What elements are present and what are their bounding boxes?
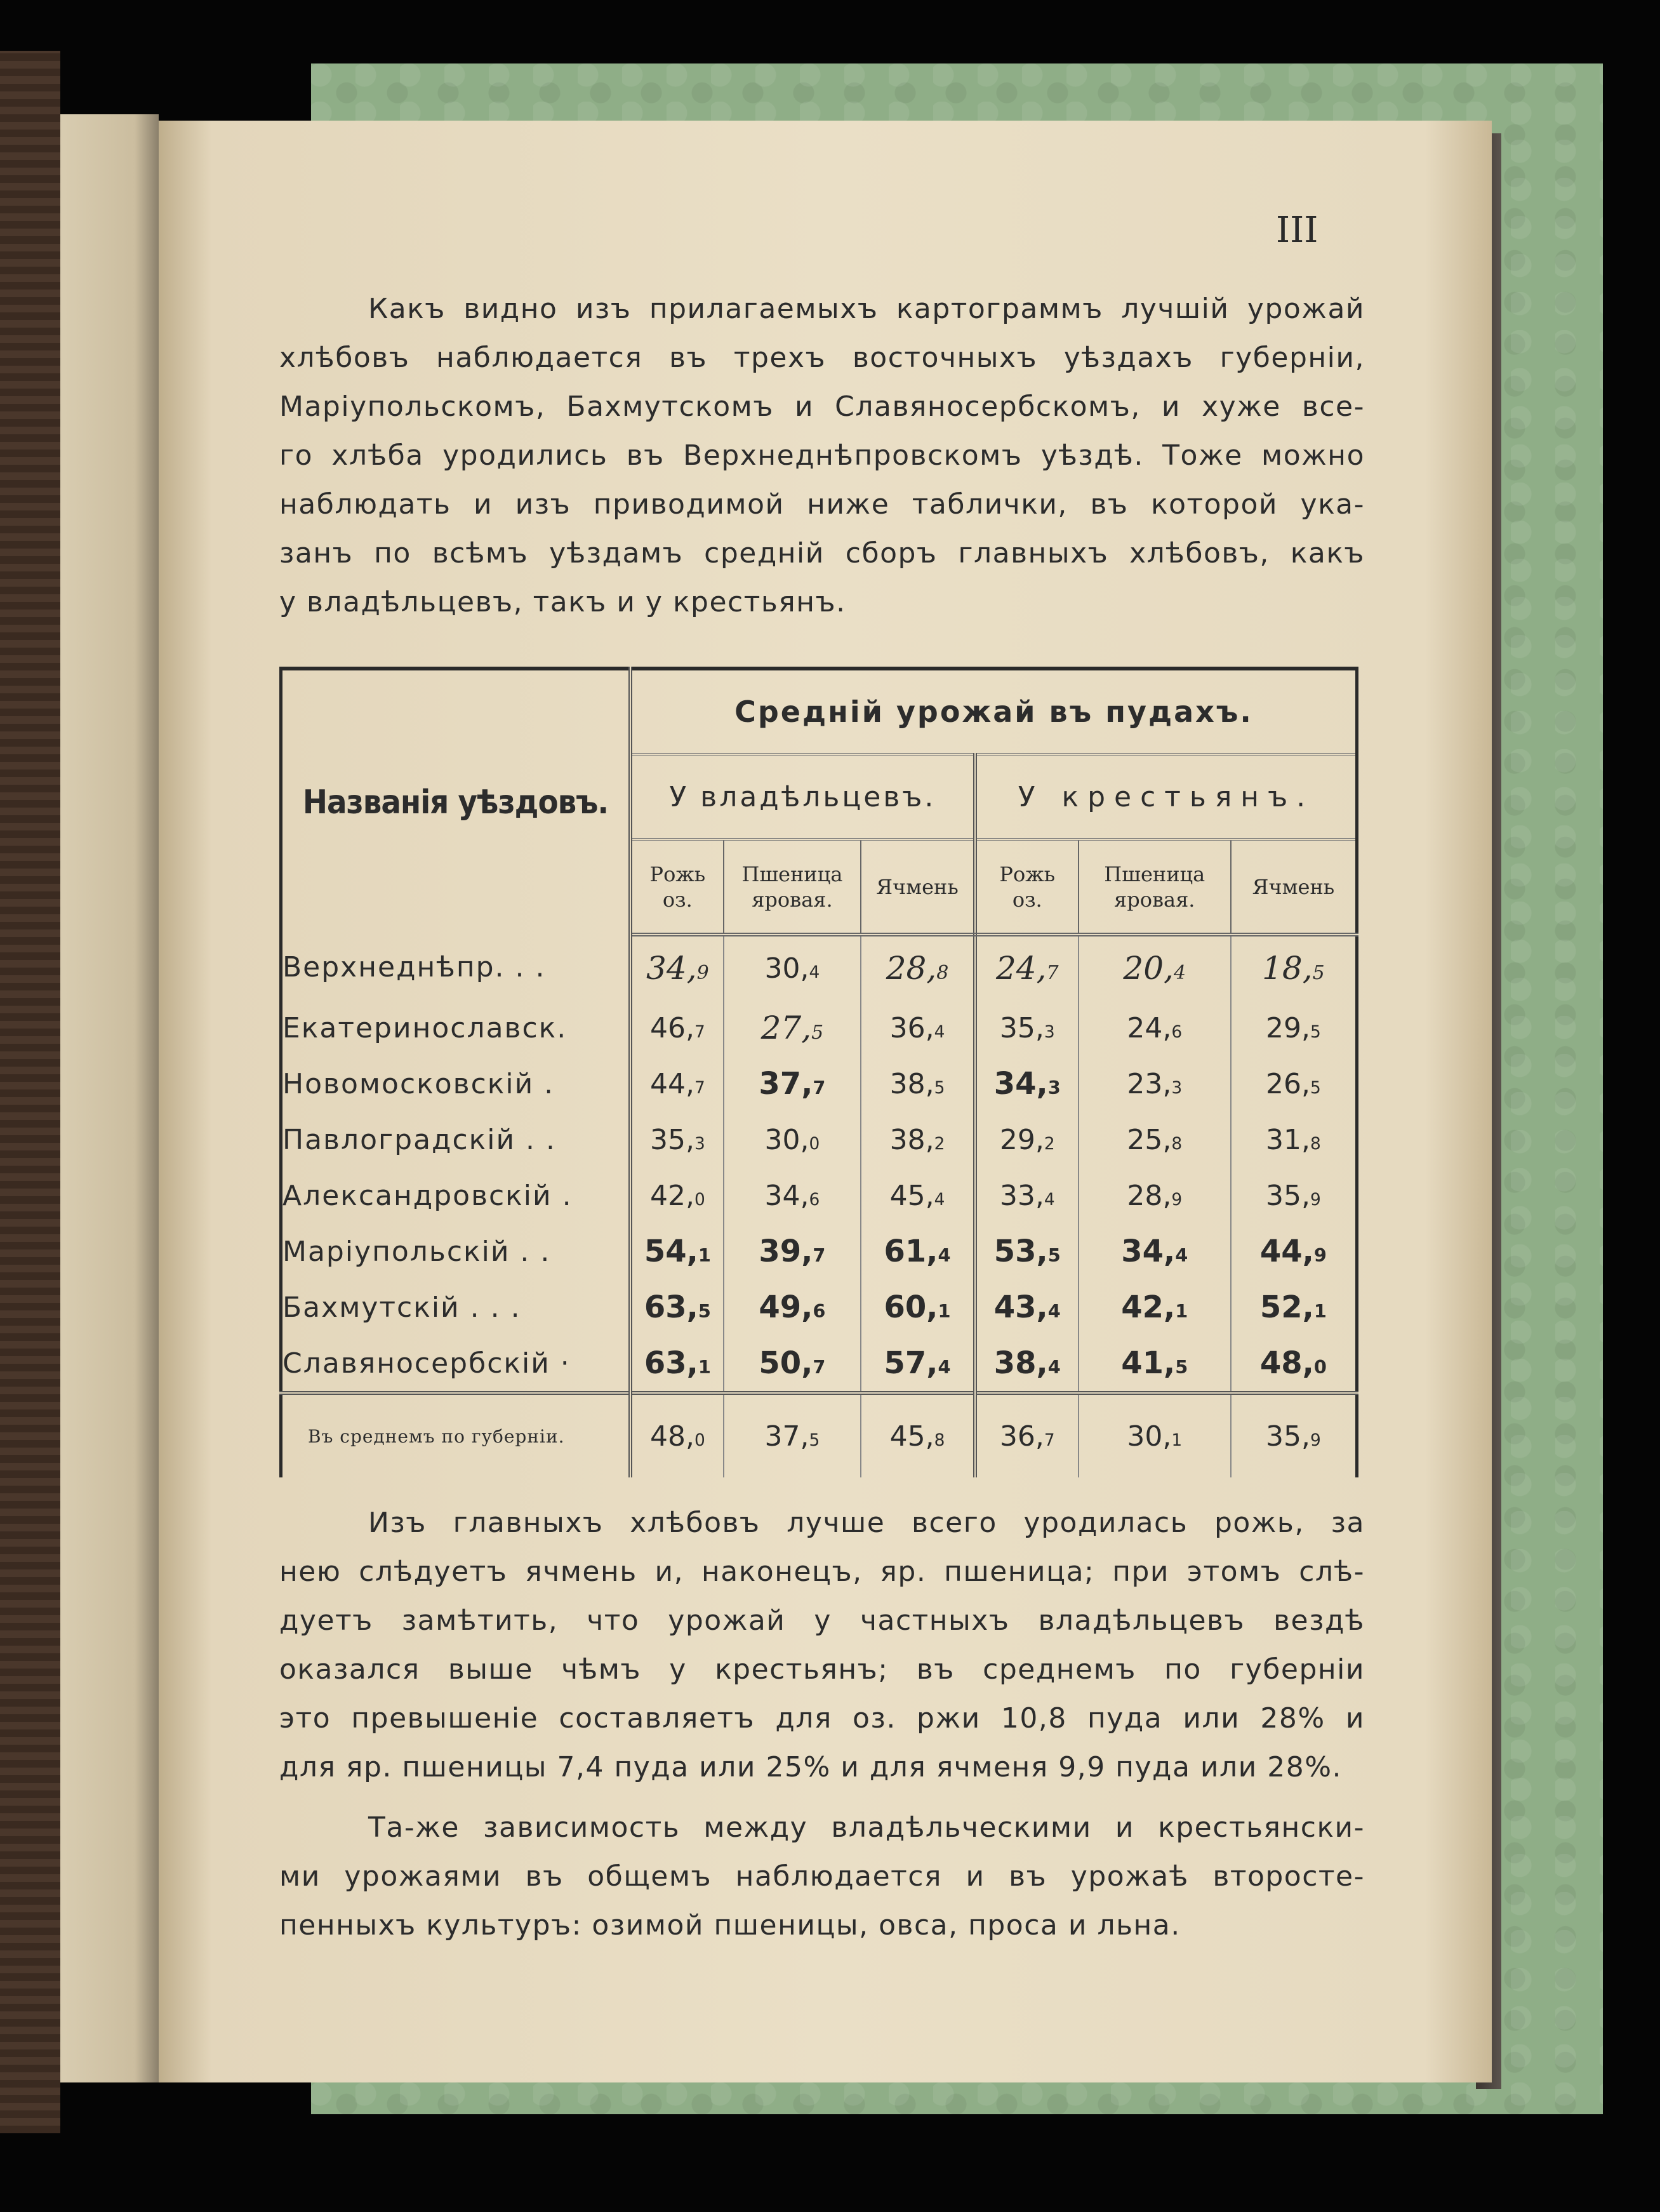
table-row (281, 1279, 1357, 1335)
yield-value: 48,0 (1231, 1335, 1357, 1393)
text-line: наблюдать и изъ приводимой ниже таблички, въ которой ука- (279, 488, 1365, 521)
text-line: Маріупольскомъ, Бахмутскомъ и Славяносербскомъ, и хуже все- (279, 390, 1365, 423)
text-line: Изъ главныхъ хлѣбовъ лучше всего уродилась рожь, за (368, 1507, 1365, 1539)
text-line: у владѣльцевъ, такъ и у крестьянъ. (279, 586, 846, 618)
yield-value: 23,3 (1079, 1056, 1231, 1112)
sub-header-line: оз. (662, 887, 693, 912)
group-header-peasants: У крестьянъ. (975, 754, 1357, 839)
yield-value: 38,4 (975, 1335, 1079, 1393)
yield-value: 39,7 (724, 1223, 861, 1279)
text-line: занъ по всѣмъ уѣздамъ средній сборъ главныхъ хлѣбовъ, какъ (279, 537, 1365, 570)
column-header-district-names: Названія уѣздовъ. (281, 669, 631, 935)
yield-value: 34,9 (630, 935, 724, 1000)
table-row (281, 1335, 1357, 1393)
yield-value: 35,3 (630, 1112, 724, 1168)
text-line: Та-же зависимость между владѣльческими и крестьянски- (368, 1811, 1365, 1844)
text-line: для яр. пшеницы 7,4 пуда или 25% и для ячменя 9,9 пуда или 28%. (279, 1751, 1342, 1783)
yield-value: 29,2 (975, 1112, 1079, 1168)
sub-header-line: Пшеница (741, 862, 843, 886)
table-total-row (281, 1393, 1357, 1477)
yield-value: 34,3 (975, 1056, 1079, 1112)
sub-header-cell (975, 839, 1079, 935)
district-name: Новомосковскій . (281, 1056, 631, 1112)
paragraph-3 (279, 1803, 1365, 1950)
page-number: III (1276, 210, 1318, 251)
district-name: Бахмутскій . . . (281, 1279, 631, 1335)
yield-value: 50,7 (724, 1335, 861, 1393)
sub-header-line: яровая. (752, 887, 833, 912)
yield-value: 18,5 (1231, 935, 1357, 1000)
yield-value: 53,5 (975, 1223, 1079, 1279)
yield-value: 45,8 (861, 1393, 975, 1477)
yield-value: 35,9 (1231, 1168, 1357, 1223)
paragraph-1 (279, 284, 1365, 627)
yield-value: 27,5 (724, 1000, 861, 1056)
table-row (281, 1168, 1357, 1223)
harvest-table (279, 667, 1358, 1477)
yield-value: 36,4 (861, 1000, 975, 1056)
yield-value: 29,5 (1231, 1000, 1357, 1056)
text-line: хлѣбовъ наблюдается въ трехъ восточныхъ уѣздахъ губерніи, (279, 342, 1365, 374)
yield-value: 34,4 (1079, 1223, 1231, 1279)
yield-value: 37,7 (724, 1056, 861, 1112)
table-row (281, 1056, 1357, 1112)
yield-value: 46,7 (630, 1000, 724, 1056)
table-row (281, 1223, 1357, 1279)
yield-value: 44,7 (630, 1056, 724, 1112)
paragraph-2 (279, 1498, 1365, 1792)
yield-value: 57,4 (861, 1335, 975, 1393)
yield-value: 36,7 (975, 1393, 1079, 1477)
sub-header-cell (861, 839, 975, 935)
yield-value: 42,1 (1079, 1279, 1231, 1335)
yield-value: 28,9 (1079, 1168, 1231, 1223)
group-header-owners: У владѣльцевъ. (630, 754, 975, 839)
district-name: Павлоградскій . . (281, 1112, 631, 1168)
yield-value: 20,4 (1079, 935, 1231, 1000)
yield-value: 35,3 (975, 1000, 1079, 1056)
yield-value: 63,1 (630, 1335, 724, 1393)
yield-value: 63,5 (630, 1279, 724, 1335)
table-row (281, 1000, 1357, 1056)
sub-header-line: Пшеница (1104, 862, 1205, 886)
yield-value: 25,8 (1079, 1112, 1231, 1168)
yield-value: 38,5 (861, 1056, 975, 1112)
sub-header-line: яровая. (1114, 887, 1195, 912)
table-main-header: Средній урожай въ пудахъ. (630, 669, 1357, 754)
sub-header-cell (1079, 839, 1231, 935)
district-name: Въ среднемъ по губерніи. (281, 1393, 631, 1477)
yield-value: 35,9 (1231, 1393, 1357, 1477)
yield-value: 24,7 (975, 935, 1079, 1000)
sub-header-cell (630, 839, 724, 935)
book-spine-edge (0, 51, 60, 2133)
text-line: ми урожаями въ общемъ наблюдается и въ урожаѣ второсте- (279, 1860, 1365, 1893)
yield-value: 30,0 (724, 1112, 861, 1168)
district-name: Славяносербскій · (281, 1335, 631, 1393)
yield-value: 24,6 (1079, 1000, 1231, 1056)
yield-value: 44,9 (1231, 1223, 1357, 1279)
sub-header-cell (1231, 839, 1357, 935)
district-name: Екатеринославск. (281, 1000, 631, 1056)
yield-value: 28,8 (861, 935, 975, 1000)
yield-value: 49,6 (724, 1279, 861, 1335)
yield-value: 26,5 (1231, 1056, 1357, 1112)
sub-header-line: оз. (1012, 887, 1042, 912)
yield-value: 30,1 (1079, 1393, 1231, 1477)
table-row (281, 1112, 1357, 1168)
yield-value: 54,1 (630, 1223, 724, 1279)
text-line: Какъ видно изъ прилагаемыхъ картограммъ лучшій урожай (368, 293, 1365, 325)
yield-value: 34,6 (724, 1168, 861, 1223)
yield-value: 52,1 (1231, 1279, 1357, 1335)
table-row (281, 935, 1357, 1000)
district-name: Александровскій . (281, 1168, 631, 1223)
yield-value: 37,5 (724, 1393, 861, 1477)
text-line: это превышеніе составляетъ для оз. ржи 10,8 пуда или 28% и (279, 1702, 1365, 1735)
yield-value: 41,5 (1079, 1335, 1231, 1393)
yield-value: 61,4 (861, 1223, 975, 1279)
text-line: дуетъ замѣтить, что урожай у частныхъ владѣльцевъ вездѣ (279, 1604, 1365, 1637)
text-line: оказался выше чѣмъ у крестьянъ; въ среднемъ по губерніи (279, 1653, 1365, 1686)
yield-value: 31,8 (1231, 1112, 1357, 1168)
district-name: Верхнеднѣпр. . . (281, 935, 631, 1000)
text-line: пенныхъ культуръ: озимой пшеницы, овса, проса и льна. (279, 1909, 1181, 1942)
yield-value: 43,4 (975, 1279, 1079, 1335)
yield-value: 45,4 (861, 1168, 975, 1223)
district-name: Маріупольскій . . (281, 1223, 631, 1279)
text-line: го хлѣба уродились въ Верхнеднѣпровскомъ уѣздѣ. Тоже можно (279, 439, 1365, 472)
yield-value: 38,2 (861, 1112, 975, 1168)
sub-header-cell (724, 839, 861, 935)
sub-header-line: Ячмень (876, 874, 959, 899)
sub-header-line: Ячмень (1252, 874, 1335, 899)
text-line: нею слѣдуетъ ячмень и, наконецъ, яр. пшеница; при этомъ слѣ- (279, 1556, 1365, 1588)
yield-value: 30,4 (724, 935, 861, 1000)
yield-value: 33,4 (975, 1168, 1079, 1223)
sub-header-line: Рожь (999, 862, 1056, 886)
sub-header-line: Рожь (649, 862, 706, 886)
yield-value: 60,1 (861, 1279, 975, 1335)
yield-value: 48,0 (630, 1393, 724, 1477)
yield-value: 42,0 (630, 1168, 724, 1223)
